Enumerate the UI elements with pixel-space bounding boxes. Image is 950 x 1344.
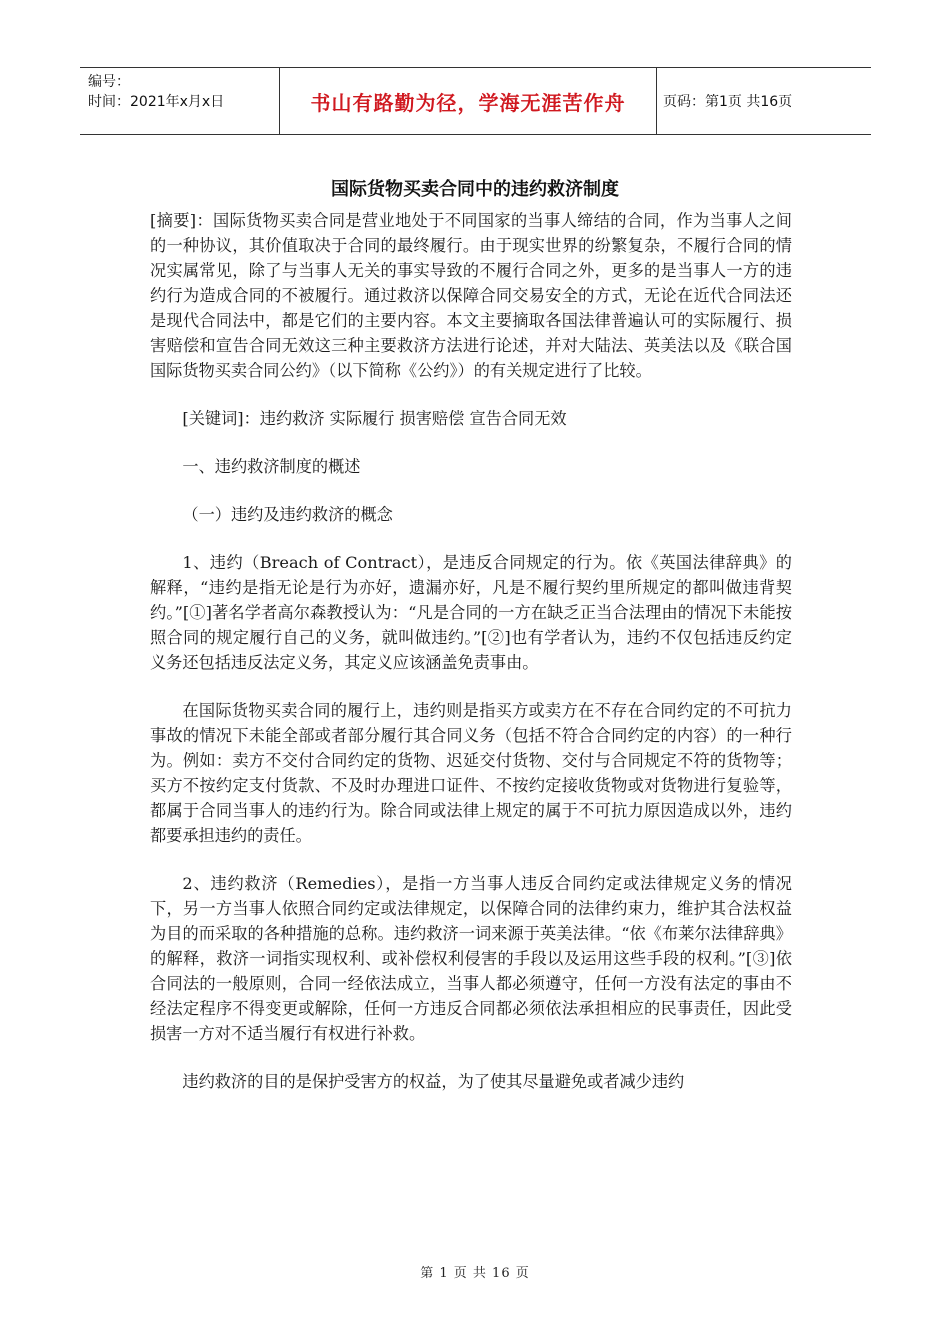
body-paragraph-2: 在国际货物买卖合同的履行上，违约则是指买方或卖方在不存在合同约定的不可抗力事故的情况下未能全部或者部分履行其合同义务（包括不符合合同约定的内容）的一种行为。例如：卖方不交付合同约定的货物、迟延交付货物、交付与合同规定不符的货物等；买方不按约定支付货款、不及时办理进口证件、不按约定接收货物或对货物进行复验等，都属于合同当事人的违约行为。除合同或法律上规定的属于不可抗力原因造成以外，违约都要承担违约的责任。 [150, 701, 792, 845]
body-paragraph-1: 1、违约（Breach of Contract），是违反合同规定的行为。依《英国法律辞典》的解释，“违约是指无论是行为亦好，遗漏亦好，凡是不履行契约里所规定的都叫做违背契约。”[①]著名学者高尔森教授认为：“凡是合同的一方在缺乏正当合法理由的情况下未能按照合同的规定履行自己的义务，就叫做违约。”[②]也有学者认为，违约不仅包括违反约定义务还包括违反法定义务，其定义应该涵盖免责事由。 [150, 553, 792, 672]
section-heading: 一、违约救济制度的概述 [182, 457, 361, 476]
subsection-heading: （一）违约及违约救济的概念 [182, 505, 393, 524]
abstract-paragraph: [摘要]：国际货物买卖合同是营业地处于不同国家的当事人缔结的合同，作为当事人之间的一种协议，其价值取决于合同的最终履行。由于现实世界的纷繁复杂，不履行合同的情况实属常见，除了与当事人无关的事实导致的不履行合同之外，更多的是当事人一方的违约行为造成合同的不被履行。通过救济以保障合同交易安全的方式，无论在近代合同法还是现代合同法中，都是它们的主要内容。本文主要摘取各国法律普遍认可的实际履行、损害赔偿和宣告合同无效这三种主要救济方法进行论述，并对大陆法、英美法以及《联合国国际货物买卖合同公约》（以下简称《公约》）的有关规定进行了比较。 [150, 211, 792, 380]
page-header [80, 67, 871, 135]
header-page-info: 页码：第1页 共16页 [663, 94, 793, 110]
body-paragraph-4: 违约救济的目的是保护受害方的权益，为了使其尽量避免或者减少违约 [182, 1072, 685, 1091]
body-paragraph-3: 2、违约救济（Remedies），是指一方当事人违反合同约定或法律规定义务的情况下，另一方当事人依照合同约定或法律规定，以保障合同的法律约束力，维护其合法权益为目的而采取的各种措施的总称。违约救济一词来源于英美法律。“依《布莱尔法律辞典》的解释，救济一词指实现权利、或补偿权利侵害的手段以及运用这些手段的权利。”[③]依合同法的一般原则，合同一经依法成立，当事人都必须遵守，任何一方没有法定的事由不经法定程序不得变更或解除，任何一方违反合同都必须依法承担相应的民事责任，因此受损害一方对不适当履行有权进行补救。 [150, 874, 792, 1043]
keywords-paragraph: [关键词]：违约救济 实际履行 损害赔偿 宣告合同无效 [182, 409, 567, 428]
header-motto: 书山有路勤为径，学海无涯苦作舟 [280, 68, 657, 134]
document-number-label: 编号： [88, 74, 130, 90]
document-title: 国际货物买卖合同中的违约救济制度 [331, 179, 619, 200]
header-meta [80, 68, 280, 134]
document-body [150, 208, 792, 1094]
document-time-label: 时间：2021年x月x日 [88, 94, 225, 110]
page-footer: 第 1 页 共 16 页 [420, 1266, 530, 1281]
